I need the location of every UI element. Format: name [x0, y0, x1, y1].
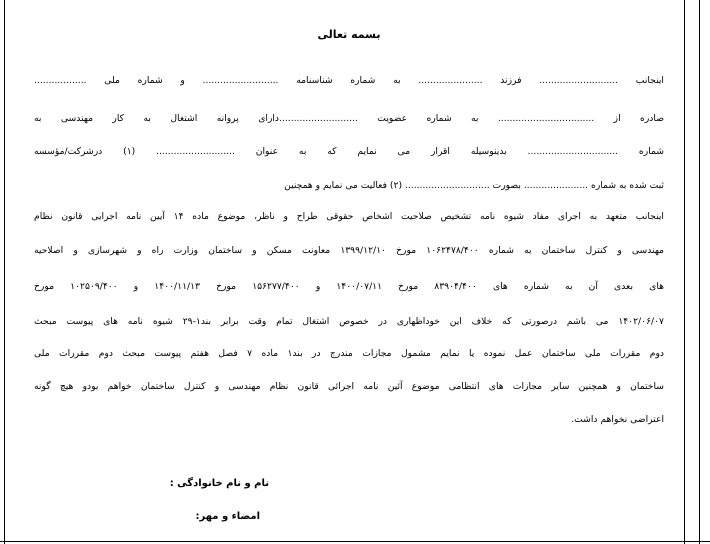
- body-line-10: ساختمان و همچنین سایر مجازات های انتظامی موضوع آئین نامه اجرائی قانون نظام مهندسی و کنترل ساختمان خواهم بودو هیچ گونه: [34, 381, 664, 392]
- declaration-document: [34, 0, 664, 544]
- body-line-6: مهندسی و کنترل ساختمان به شماره ۱۰۶۲۴۷۸/۴۰۰ مورخ ۱۳۹۹/۱۲/۱۰ معاونت مسکن و ساختمان وزارت راه و شهرسازی و اصلاحیه: [34, 245, 664, 256]
- right-border-outer: [699, 0, 700, 544]
- body-line-5: اینجانب متعهد به اجرای مفاد شیوه نامه تشخیص صلاحیت اشخاص حقوقی طراح و ناظر، موضوع ماده ۱۴ آیین نامه اجرایی قانون نظام: [34, 211, 664, 222]
- sign-label: امضاء و مهر:: [195, 511, 260, 522]
- body-line-4: ثبت شده به شماره ...................... بصورت ............................. (۲) فعالیت می نمایم و همچنین: [284, 180, 664, 191]
- body-line-7: های بعدی آن به شماره های ۸۳۹۰۴/۴۰۰ مورخ ۱۴۰۰/۰۷/۱۱ و ۱۵۶۲۷۷/۴۰۰ مورخ ۱۴۰۰/۱۱/۱۳ و ۱۰۲۵۰۹/۴۰۰ مورخ: [34, 281, 664, 292]
- body-line-1: اینجانب ........................... فرزند ...................... به شماره شناسنامه .......................... و شماره ملی ..................: [34, 75, 664, 86]
- document-title: بسمه تعالی: [317, 28, 381, 41]
- name-label: نام و نام خانوادگی :: [169, 478, 269, 489]
- body-line-11: اعتراضی نخواهم داشت.: [571, 414, 664, 425]
- right-border-inner: [684, 0, 685, 544]
- body-line-2: صادره از ................................. به شماره عضویت ...........................دارای پروانه اشتغال به کار مهندسی به: [34, 113, 664, 124]
- body-line-3: شماره ............................... بدینوسیله اقرار می نمایم که به عنوان ........................... (۱) درشرکت/مؤسسه: [34, 146, 664, 157]
- left-border: [4, 0, 5, 544]
- body-line-8: ۱۴۰۲/۰۶/۰۷ می باشم درصورتی که خلاف این خوداظهاری در خصوص اشتغال تمام وقت برابر بند۱-۲۹ شیوه نامه های پیوست مبحث: [34, 316, 664, 327]
- body-line-9: دوم مقررات ملی ساختمان عمل نموده یا نمایم مشمول مجازات مندرج در بند۱ ماده ۷ فصل هفتم پیوست مبحث دوم مقررات ملی: [34, 348, 664, 359]
